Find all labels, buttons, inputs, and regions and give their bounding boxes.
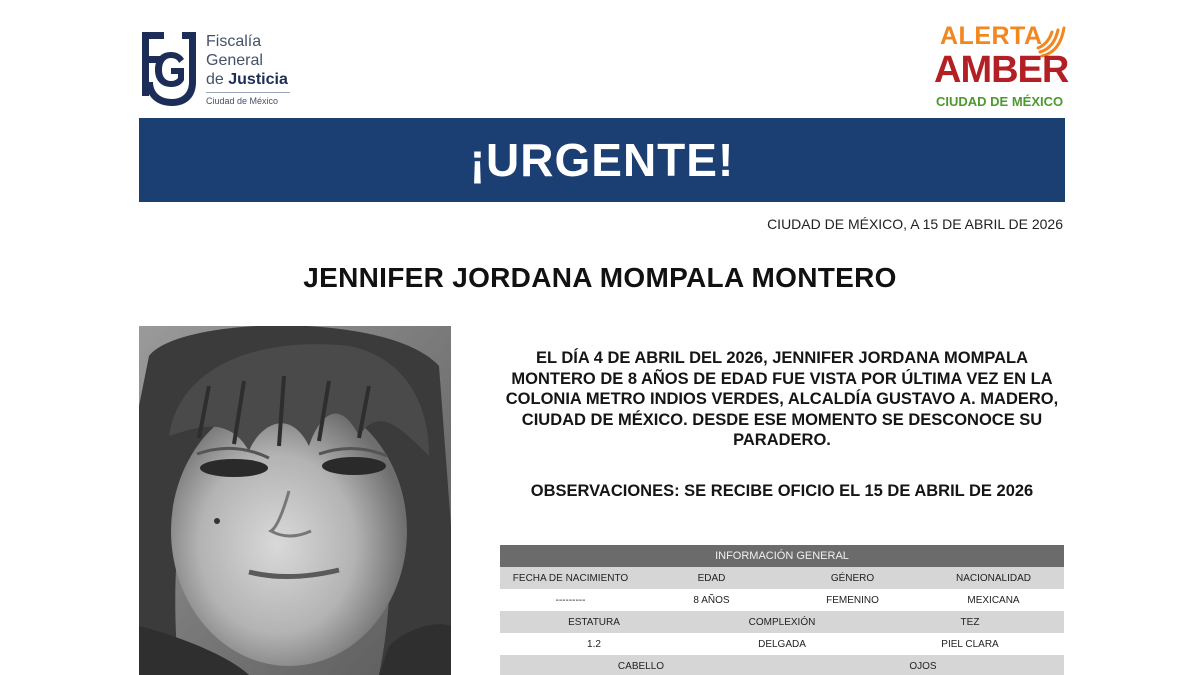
- table-row: [500, 589, 1064, 611]
- table-header: [500, 545, 1064, 567]
- label-birth-date: FECHA DE NACIMIENTO: [512, 572, 629, 584]
- label-gender: GÉNERO: [830, 572, 875, 584]
- fgj-divider: [206, 92, 290, 93]
- label-hair: CABELLO: [617, 660, 665, 672]
- value-complexion: PIEL CLARA: [941, 638, 999, 650]
- value-build: DELGADA: [758, 638, 806, 650]
- fgj-city-label: Ciudad de México: [206, 96, 279, 106]
- portrait-illustration: [139, 326, 451, 675]
- urgent-banner-text: ¡URGENTE!: [469, 134, 735, 186]
- amber-line-1: ALERTA: [940, 22, 1043, 50]
- fgj-line-3-prefix: de: [206, 71, 229, 88]
- fgj-line-1: Fiscalía: [206, 33, 262, 50]
- general-info-table: [500, 545, 1064, 675]
- table-row: [500, 567, 1064, 589]
- table-row: [500, 611, 1064, 633]
- person-name: JENNIFER JORDANA MOMPALA MONTERO: [303, 262, 897, 293]
- date-line: CIUDAD DE MÉXICO, A 15 DE ABRIL DE 2026: [767, 216, 1063, 232]
- label-height: ESTATURA: [568, 616, 620, 628]
- label-nationality: NACIONALIDAD: [955, 572, 1031, 584]
- fgj-line-2: General: [206, 52, 263, 69]
- table-row: [500, 655, 1064, 675]
- amber-line-3: CIUDAD DE MÉXICO: [936, 94, 1064, 109]
- label-age: EDAD: [697, 572, 726, 584]
- fgj-emblem-icon: [138, 26, 200, 110]
- missing-person-photo: [139, 326, 451, 675]
- value-birth-date: ---------: [555, 594, 586, 606]
- value-age: 8 AÑOS: [693, 594, 730, 606]
- urgent-banner: [139, 118, 1065, 202]
- label-build: COMPLEXIÓN: [748, 616, 816, 628]
- description-text: EL DÍA 4 DE ABRIL DEL 2026, JENNIFER JORDANA MOMPALA MONTERO DE 8 AÑOS DE EDAD FUE VISTA POR ÚLTIMA VEZ EN LA COLONIA METRO INDIOS VERDES, ALCALDÍA GUSTAVO A. MADERO, CIUDAD DE MÉXICO. DESDE ESE MOMENTO SE DESCONOCE SU PARADERO.: [505, 349, 1059, 450]
- value-gender: FEMENINO: [826, 594, 879, 606]
- observations-text: OBSERVACIONES: SE RECIBE OFICIO EL 15 DE ABRIL DE 2026: [530, 482, 1034, 500]
- value-nationality: MEXICANA: [967, 594, 1020, 606]
- value-height: 1.2: [587, 638, 601, 650]
- table-row: [500, 633, 1064, 655]
- fgj-line-3-bold: Justicia: [228, 71, 288, 88]
- table-header-label: INFORMACIÓN GENERAL: [715, 550, 849, 562]
- label-eyes: OJOS: [909, 660, 937, 672]
- amber-line-2: AMBER: [934, 49, 1069, 91]
- alerta-amber-logo: [934, 22, 1069, 114]
- label-complexion: TEZ: [960, 616, 980, 628]
- fgj-logo: [138, 26, 298, 114]
